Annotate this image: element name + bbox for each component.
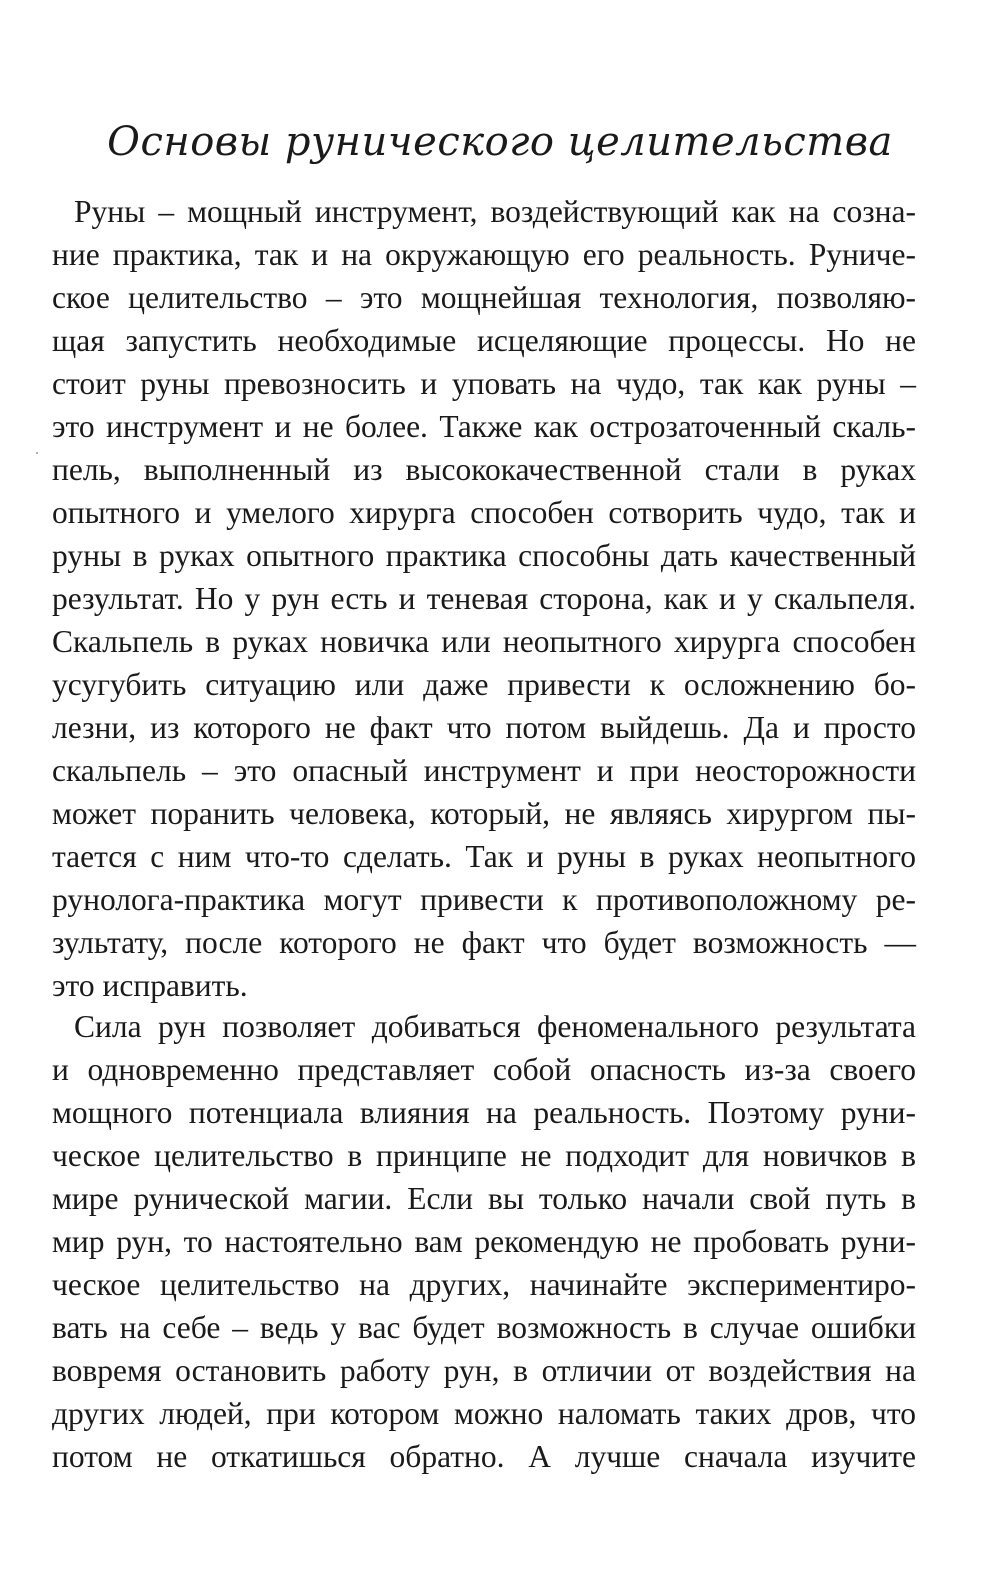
text-line: Скальпель в руках новичка или неопытного хирурга способен xyxy=(52,624,916,659)
text-line: пель, выполненный из высококачественной стали в руках xyxy=(52,452,916,487)
text-line: лезни, из которого не факт что потом выйдешь. Да и просто xyxy=(52,710,916,745)
text-line: опытного и умелого хирурга способен сотворить чудо, так и xyxy=(52,495,916,530)
text-line: тается с ним что-то сделать. Так и руны в руках неопытного xyxy=(52,839,916,874)
text-line: рунолога-практика могут привести к противоположному ре- xyxy=(52,882,916,917)
text-line: других людей, при котором можно наломать таких дров, что xyxy=(52,1396,916,1431)
text-line: усугубить ситуацию или даже привести к осложнению бо- xyxy=(52,667,916,702)
text-line: вать на себе – ведь у вас будет возможность в случае ошибки xyxy=(52,1310,916,1345)
section-title: Основы рунического целительства xyxy=(107,119,893,165)
text-line: Сила рун позволяет добиваться феноменального результата xyxy=(74,1009,916,1044)
text-line: стоит руны превозносить и уповать на чудо, так как руны – xyxy=(52,366,916,401)
text-line: это исправить. xyxy=(52,968,248,1003)
text-line: зультату, после которого не факт что будет возможность — xyxy=(52,925,916,960)
text-line: мощного потенциала влияния на реальность. Поэтому руни- xyxy=(52,1095,916,1130)
text-line: мире рунической магии. Если вы только начали свой путь в xyxy=(52,1181,916,1216)
text-line: ческое целительство на других, начинайте экспериментиро- xyxy=(52,1267,916,1302)
text-line: Руны – мощный инструмент, воздействующий как на созна- xyxy=(74,194,916,229)
text-line: это инструмент и не более. Также как острозаточенный скаль- xyxy=(52,409,916,444)
scan-speck xyxy=(36,452,38,454)
text-line: вовремя остановить работу рун, в отличии от воздействия на xyxy=(52,1353,916,1388)
text-line: ское целительство – это мощнейшая технология, позволяю- xyxy=(52,280,916,315)
text-line: потом не откатишься обратно. А лучше сначала изучите xyxy=(52,1439,916,1474)
text-line: скальпель – это опасный инструмент и при неосторожности xyxy=(52,753,916,788)
text-line: руны в руках опытного практика способны дать качественный xyxy=(52,538,916,573)
text-line: ческое целительство в принципе не подходит для новичков в xyxy=(52,1138,916,1173)
text-line: мир рун, то настоятельно вам рекомендую не пробовать руни- xyxy=(52,1224,916,1259)
text-line: щая запустить необходимые исцеляющие процессы. Но не xyxy=(52,323,916,358)
text-line: и одновременно представляет собой опасность из-за своего xyxy=(52,1052,916,1087)
text-line: ние практика, так и на окружающую его реальность. Руниче- xyxy=(52,237,916,272)
text-line: результат. Но у рун есть и теневая сторона, как и у скальпеля. xyxy=(52,581,916,616)
text-line: может поранить человека, который, не являясь хирургом пы- xyxy=(52,796,916,831)
